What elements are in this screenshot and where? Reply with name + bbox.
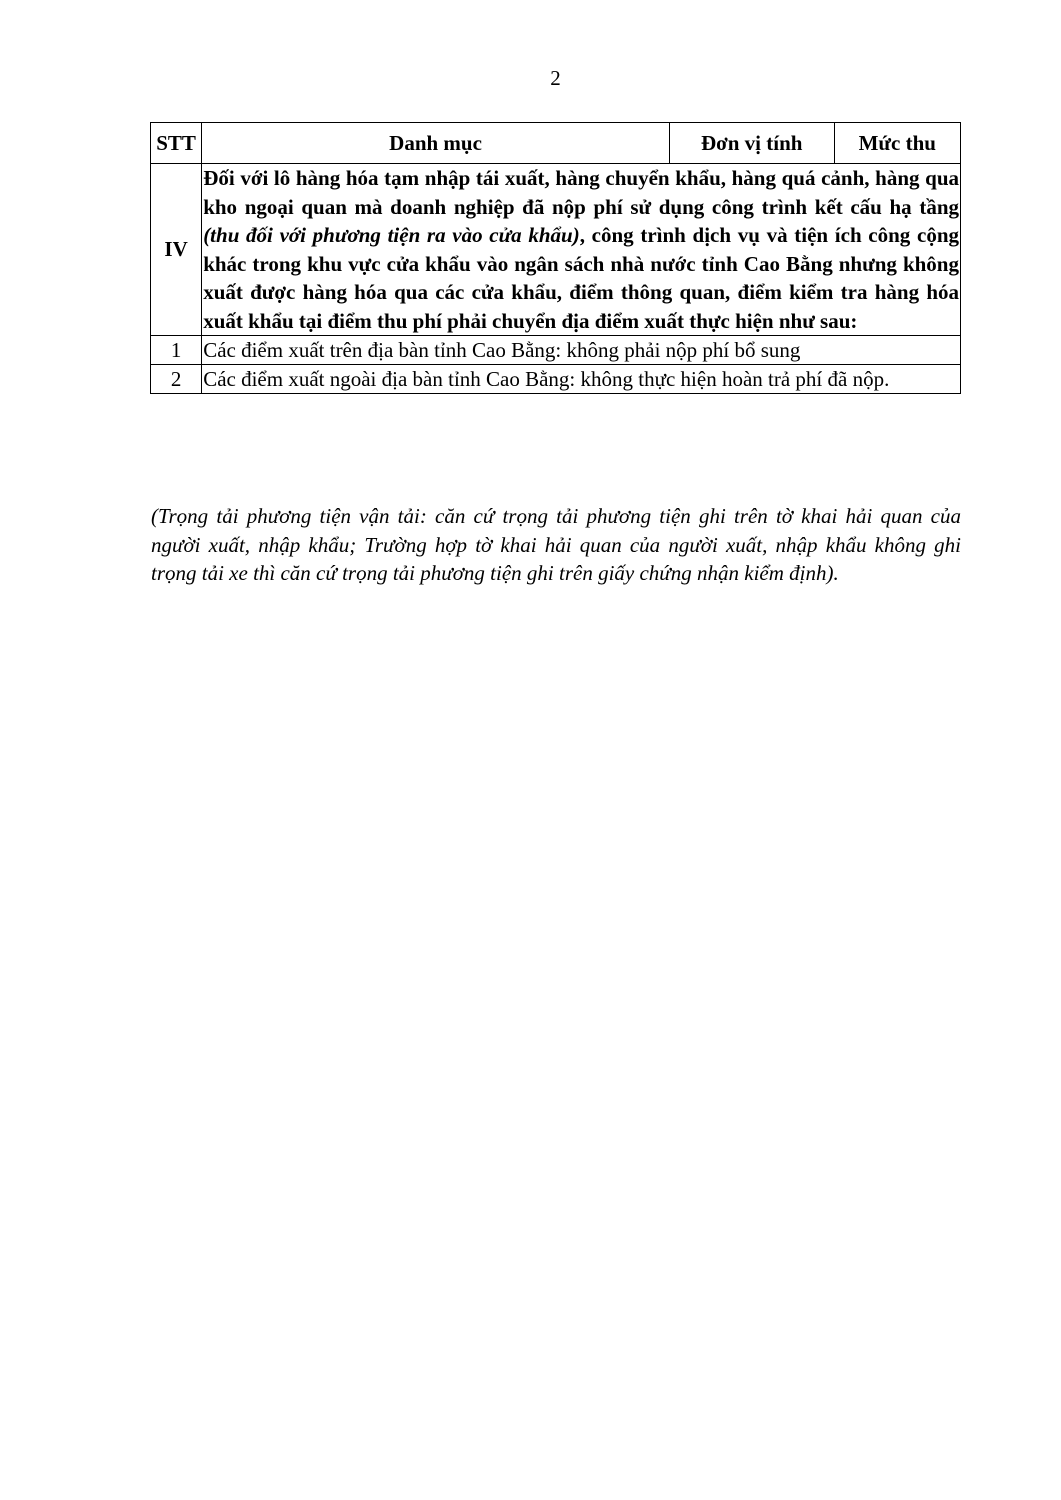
fee-table bbox=[150, 122, 961, 394]
header-unit: Đơn vị tính bbox=[669, 123, 834, 164]
row-number: 1 bbox=[151, 336, 202, 365]
table-row bbox=[151, 336, 961, 365]
footnote: (Trọng tải phương tiện vận tải: căn cứ trọng tải phương tiện ghi trên tờ khai hải quan của người xuất, nhập khẩu; Trường hợp tờ khai hải quan của người xuất, nhập khẩu không ghi trọng tải xe thì căn cứ trọng tải phương tiện ghi trên giấy chứng nhận kiểm định). bbox=[151, 504, 961, 585]
section-number: IV bbox=[151, 164, 202, 336]
table-header-row bbox=[151, 123, 961, 164]
header-fee: Mức thu bbox=[834, 123, 960, 164]
header-stt: STT bbox=[151, 123, 202, 164]
section-text-before: Đối với lô hàng hóa tạm nhập tái xuất, hàng chuyển khẩu, hàng quá cảnh, hàng qua kho ngoại quan mà doanh nghiệp đã nộp phí sử dụng công trình kết cấu hạ tầng bbox=[203, 166, 959, 219]
section-text-italic: (thu đối với phương tiện ra vào cửa khẩu) bbox=[203, 223, 580, 247]
page-number: 2 bbox=[550, 66, 561, 90]
section-row bbox=[151, 164, 961, 336]
section-description bbox=[202, 164, 961, 336]
table-row bbox=[151, 365, 961, 394]
section-text-after: , công trình dịch vụ và tiện ích công cộng khác trong khu vực cửa khẩu vào ngân sách nhà nước tỉnh Cao Bằng nhưng không xuất được hàng hóa qua các cửa khẩu, điểm thông quan, điểm kiểm tra hàng hóa xuất khẩu tại điểm thu phí phải chuyển địa điểm xuất thực hiện như sau: bbox=[203, 223, 959, 333]
row-number: 2 bbox=[151, 365, 202, 394]
header-category: Danh mục bbox=[202, 123, 670, 164]
row-text: Các điểm xuất trên địa bàn tỉnh Cao Bằng: không phải nộp phí bổ sung bbox=[202, 336, 961, 365]
row-text: Các điểm xuất ngoài địa bàn tỉnh Cao Bằng: không thực hiện hoàn trả phí đã nộp. bbox=[202, 365, 961, 394]
